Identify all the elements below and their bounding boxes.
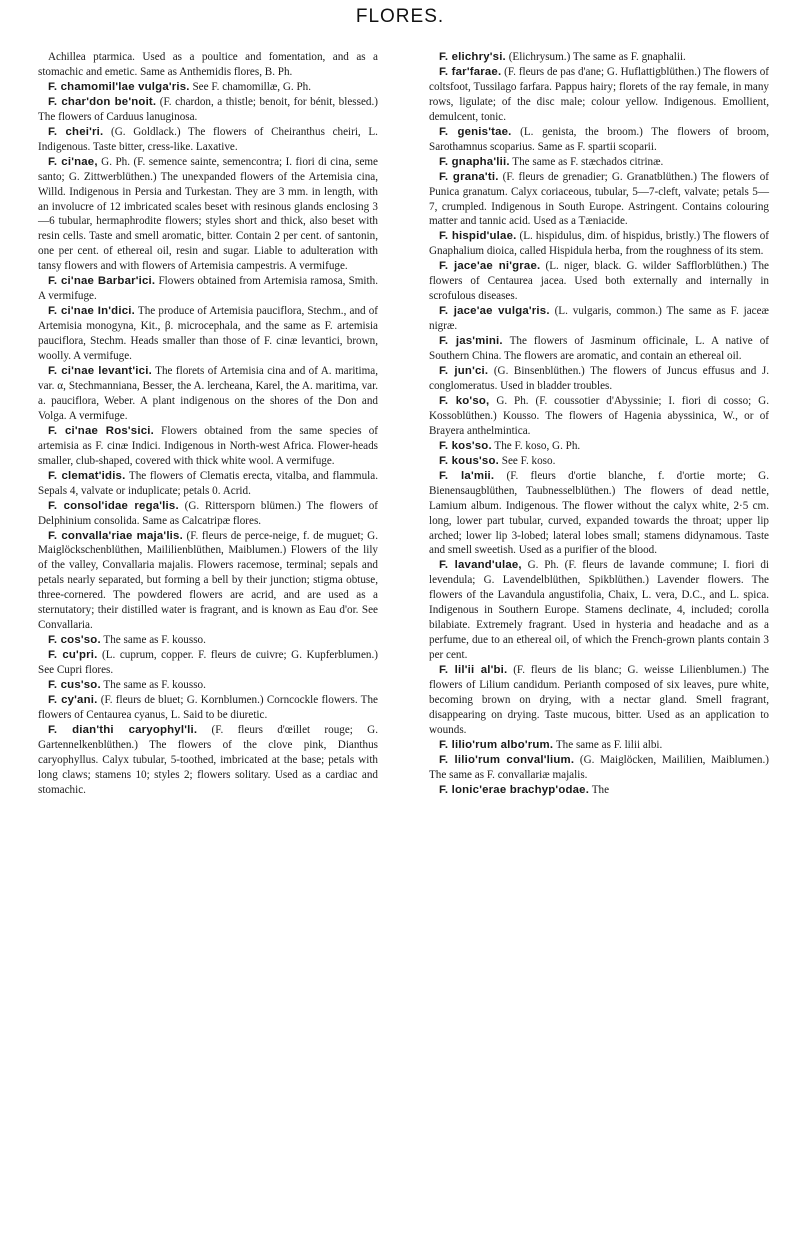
entry-headword: F. la'mii. [439,469,495,482]
entry-headword: F. jace'ae vulga'ris. [439,305,550,318]
entry-headword: F. clemat'idis. [48,469,126,482]
entry-definition: (F. fleurs de pas d'ane; G. Huflattigblüthen.) The flowers of coltsfoot, Tussilago farfara. Pappus hairy; florets of the ray female, in many rows, ligulate; of the disc male; colour yellow. Indigenous. Emollient, demulcent, tonic. [429,65,769,123]
entry-definition: (L. genista, the broom.) The flowers of broom, Sarothamnus scoparius. Same as F. spartii scoparii. [429,125,769,153]
entry-definition: The flowers of Clematis erecta, vitalba, and flammula. Sepals 4, valvate or induplicate; petals 0. Acrid. [38,469,378,497]
entry-definition: (L. cuprum, copper. F. fleurs de cuivre; G. Kupferblumen.) See Cupri flores. [38,649,378,677]
entry-definition: Flowers obtained from the same species of artemisia as F. cinæ Indici. Indigenous in North-west Africa. Flower-heads smaller, club-shaped, covered with thick white wool. A vermifuge. [38,424,379,467]
entry-definition: (F. fleurs de grenadier; G. Granatblüthen.) The flowers of Punica granatum. Calyx coriaceous, tubular, 5—7-cleft, valvate; petals 5—7, crumpled. Indigenous in South Europe. Astringent. Contains colouring matter and tannic acid. Used as a Tæniacide. [429,170,769,228]
entry-headword: F. cy'ani. [48,693,98,706]
entry-definition: The same as F. lilii albi. [555,738,663,751]
entry-definition: (F. chardon, a thistle; benoit, for bénit, blessed.) The flowers of Carduus lanuginosa. [38,95,378,123]
dictionary-entry [429,783,769,798]
entry-definition: The same as F. kousso. [103,679,206,692]
entry-headword: F. hispid'ulae. [439,230,517,243]
dictionary-entry [429,65,769,125]
dictionary-entry [429,50,769,65]
entry-headword: F. cos'so. [48,634,101,647]
entry-headword: F. chamomil'lae vulga'ris. [48,80,190,93]
dictionary-entry [429,663,769,738]
entry-headword: F. char'don be'noit. [48,95,157,108]
dictionary-entry [38,499,378,529]
dictionary-entry [429,259,769,304]
entry-headword: F. ci'nae levant'ici. [48,365,152,378]
entry-headword: F. ko'so, [439,394,490,407]
entry-definition: See F. koso. [501,454,556,467]
entry-definition: (L. hispidulus, dim. of hispidus, bristly.) The flowers of Gnaphalium dioica, called Hispidula herba, from the roughness of its stem. [429,230,769,258]
dictionary-entry [429,454,769,469]
dictionary-entry [429,334,769,364]
entry-headword: F. far'farae. [439,65,502,78]
dictionary-entry [38,304,378,364]
entry-headword: F. cu'pri. [48,649,98,662]
dictionary-entry [429,229,769,259]
entry-headword: F. kos'so. [439,439,492,452]
entry-definition: (F. fleurs d'ortie blanche, f. d'ortie morte; G. Bienensaugblüthen, Taubnesselblüthen.) The flowers of dead nettle, Lamium album. Indigenous. The flower without the calyx white, 2·5 cm. long, lower part tubular, curved, expanded towards the throat; upper lip arched; lower lip 3-lobed; lateral lobes small; stamens didynamous. Taste and smell sweetish. Used as a purifier of the blood. [429,469,769,557]
entry-headword: F. grana'ti. [439,170,499,183]
entry-definition: (G. Maiglöcken, Maililien, Maiblumen.) The same as F. convallariæ majalis. [429,753,769,781]
entry-headword: F. gnapha'lii. [439,155,510,168]
dictionary-entry [38,723,378,798]
running-head: FLORES. [355,6,445,27]
entry-definition: (L. niger, black. G. wilder Safflorblüthen.) The flowers of Centaurea jacea. Used both externally and internally in scrofulous diseases. [429,260,769,303]
entry-definition: The florets of Artemisia cina and of A. maritima, var. α, Stechmanniana, Besser, the A. lercheana, Karel, the A. maritima, var. a. pauciflora, Weber. A plant indigenous on the shores of the Don and Volga. A vermifuge. [38,365,379,422]
entry-definition: G. Ph. (F. semence sainte, semencontra; I. fiori di cina, seme santo; G. Zittwerblüthen.) The unexpanded flowers of the Artemisia cina, Willd. Indigenous in Persia and Turkestan. They are 3 mm. in length, with an involucre of 12 imbricated scales beset with resinous glands enclosing 3—6 tubular, hermaphrodite flowers; styles short and thick, also beset with resin cells. Taste and smell aromatic, bitter. Contain 2 per cent. of santonin, one per cent. of ethereal oil, resin and sugar. Liable to adulteration with tansy flowers and with flowers of Artemisia campestris. A vermifuge. [38,155,378,273]
entry-definition: The produce of Artemisia pauciflora, Stechm., and of Artemisia monogyna, Kit., β. microcephala, and the same as F. artemisia pauciflora, Stechm. Heads smaller than those of F. cinæ levantici, brown, woolly. A vermifuge. [38,305,379,363]
dictionary-entry [429,753,769,783]
entry-headword: F. dian'thi caryophyl'li. [48,723,198,736]
entry-definition: (F. fleurs de perce-neige, f. de muguet; G. Maiglöckschenblüthen, Maililienblüthen, Maiblumen.) Flowers of the lily of the valley, Convallaria majalis. Flowers racemose, terminal; sepals and petals nearly separated, but forming a bell by their junction; stigma obtuse, three-cornered. The powdered flowers are acrid, and are used as a sternutatory; their distilled water is fragrant, and is known as Eau d'or. See Convallaria. [38,529,379,632]
entry-definition: (F. fleurs d'œillet rouge; G. Gartennelkenblüthen.) The flowers of the clove pink, Dianthus caryophyllus. Calyx tubular, 5-toothed, imbricated at the base; petals with long claws; stamens 10; styles 2; flowers solitary. Used as a cardiac and stomachic. [38,723,378,796]
entry-headword: F. kous'so. [439,454,499,467]
dictionary-entry [38,125,378,155]
entry-definition: The F. koso, G. Ph. [494,439,581,452]
right-column [429,50,769,798]
dictionary-entry [38,648,378,678]
dictionary-entry [38,155,378,275]
entry-headword: F. lilio'rum albo'rum. [439,738,554,751]
dictionary-entry [429,364,769,394]
dictionary-entry [429,558,769,663]
entry-headword: F. lonic'erae brachyp'odae. [439,783,590,796]
entry-definition: (G. Binsenblüthen.) The flowers of Juncus effusus and J. conglomeratus. Used in bladder troubles. [429,365,769,392]
dictionary-entry [38,693,378,723]
entry-headword: F. jace'ae ni'grae. [439,260,541,273]
entry-definition: (G. Rittersporn blümen.) The flowers of Delphinium consolida. Same as Calcatripæ flores. [38,499,378,527]
dictionary-entry [429,394,769,439]
dictionary-entry [429,125,769,155]
dictionary-entry [429,738,769,753]
entry-headword: F. ci'nae, [48,155,98,168]
entry-definition: The [591,783,610,796]
entry-definition: (Elichrysum.) The same as F. gnaphalii. [508,51,686,63]
dictionary-entry [38,364,378,424]
entry-definition: The same as F. kousso. [103,634,206,647]
entry-definition: See F. chamomillæ, G. Ph. [192,80,312,93]
entry-headword: F. lilio'rum conval'lium. [439,753,575,766]
dictionary-entry [429,439,769,454]
entry-headword: F. ci'nae In'dici. [48,305,135,318]
entry-definition: Achillea ptarmica. Used as a poultice and fomentation, and as a stomachic and emetic. Same as Anthemidis flores, B. Ph. [38,51,378,78]
entry-headword: F. elichry'si. [439,51,506,63]
entry-headword: F. genis'tae. [439,125,512,138]
dictionary-entry [38,274,378,304]
entry-definition: (F. fleurs de lis blanc; G. weisse Lilienblumen.) The flowers of Lilium candidum. Perianth composed of six leaves, pure white, becoming brown on drying, with a nectar gland. Smell fragrant, disappearing on drying. Taste mucous, bitter. Used as an application to wounds. [429,664,769,736]
entry-headword: F. lavand'ulae, [439,559,522,572]
entry-definition: Flowers obtained from Artemisia ramosa, Smith. A vermifuge. [38,275,378,303]
entry-headword: F. cus'so. [48,679,101,692]
entry-headword: F. jun'ci. [439,365,489,378]
entry-headword: F. jas'mini. [439,335,503,348]
entry-definition: The same as F. stæchados citrinæ. [512,155,664,168]
dictionary-entry [429,469,769,559]
dictionary-entry [38,469,378,499]
entry-definition: G. Ph. (F. coussotier d'Abyssinie; I. fiori di cosso; G. Kossoblüthen.) Kousso. The flowers of Hagenia abyssinica, W., or of Brayera anthelmintica. [429,394,769,437]
dictionary-entry [429,155,769,170]
entry-headword: F. lil'ii al'bi. [439,664,508,677]
dictionary-entry [38,80,378,95]
entry-definition: (F. fleurs de bluet; G. Kornblumen.) Corncockle flowers. The flowers of Centaurea cyanus, L. Said to be diuretic. [38,693,378,721]
dictionary-entry [429,304,769,334]
left-column [38,50,378,798]
dictionary-entry [38,424,378,469]
entry-headword: F. convalla'riae maja'lis. [48,529,183,542]
dictionary-entry [38,633,378,648]
entry-headword: F. ci'nae Barbar'ici. [48,275,156,288]
entry-definition: The flowers of Jasminum officinale, L. A native of Southern China. The flowers are aromatic, and contain an ethereal oil. [429,335,770,363]
entry-headword: F. chei'ri. [48,125,104,138]
entry-definition: (L. vulgaris, common.) The same as F. jaceæ nigræ. [429,305,769,333]
entry-headword: F. consol'idae rega'lis. [48,499,179,512]
dictionary-entry [38,95,378,125]
entry-definition: G. Ph. (F. fleurs de lavande commune; I. fiori di levendula; G. Lavendelblüthen, Spikblüthen.) Lavender flowers. The flowers of the Lavandula angustifolia, Chaix, L. vera, D.C., and L. spica. Indigenous in Southern Europe. Stamens declinate, 4, included; corolla bilabiate. Extremely fragrant. Used in hysteria and headache and as a perfume, due to an ethereal oil, of which the French-grown plants contain 3 per cent. [429,559,769,662]
dictionary-entry [429,170,769,230]
entry-definition: (G. Goldlack.) The flowers of Cheiranthus cheiri, L. Indigenous. Taste bitter, cress-like. Laxative. [38,125,378,153]
dictionary-entry [38,529,378,634]
entry-headword: F. ci'nae Ros'sici. [48,424,154,437]
dictionary-entry [38,678,378,693]
dictionary-entry [38,50,378,80]
